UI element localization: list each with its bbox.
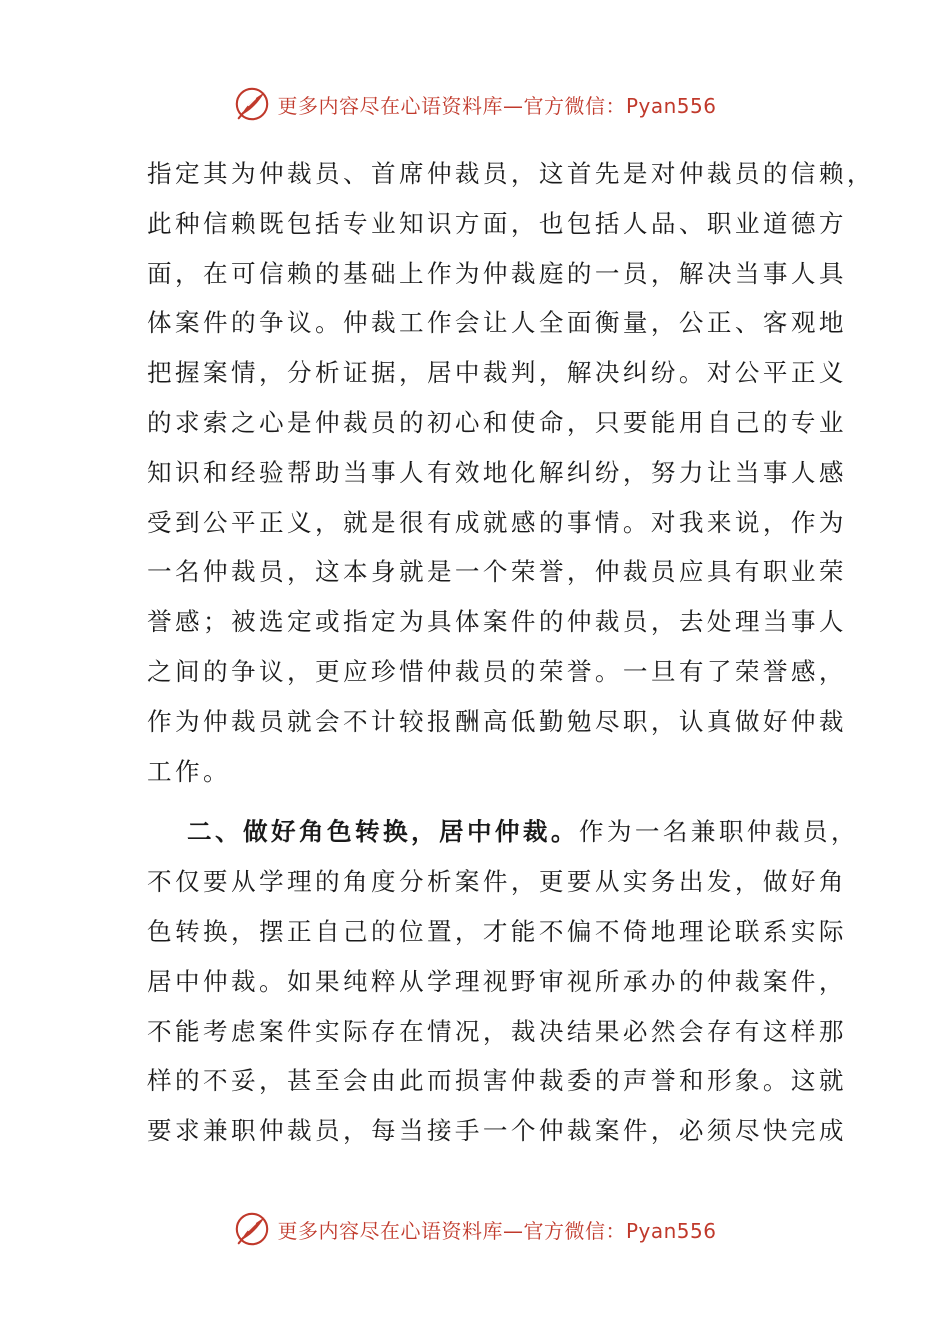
body-line: 一名仲裁员，这本身就是一个荣誉，仲裁员应具有职业荣 — [147, 557, 847, 587]
body-line: 体案件的争议。仲裁工作会让人全面衡量，公正、客观地 — [147, 308, 847, 338]
document-body — [147, 149, 875, 1156]
body-line: 不能考虑案件实际存在情况，裁决结果必然会存有这样那 — [147, 1016, 847, 1046]
body-line: 样的不妥，甚至会由此而损害仲裁委的声誉和形象。这就 — [147, 1066, 847, 1096]
pen-quill-logo-icon — [233, 1210, 271, 1248]
section-heading: 二、做好角色转换，居中仲裁。 — [187, 817, 579, 847]
footer-banner-text: 更多内容尽在心语资料库—官方微信：Pyan556 — [277, 1218, 717, 1243]
body-line: 指定其为仲裁员、首席仲裁员，这首先是对仲裁员的信赖， — [147, 159, 875, 188]
header-banner — [0, 82, 950, 126]
body-line: 此种信赖既包括专业知识方面，也包括人品、职业道德方 — [147, 208, 847, 238]
pen-quill-logo-icon — [233, 85, 271, 123]
body-line: 作为仲裁员就会不计较报酬高低勤勉尽职，认真做好仲裁 — [147, 706, 847, 736]
body-line: 把握案情，分析证据，居中裁判，解决纠纷。对公平正义 — [147, 358, 847, 388]
body-line: 誉感；被选定或指定为具体案件的仲裁员，去处理当事人 — [147, 607, 847, 637]
section-heading-line — [147, 807, 859, 857]
body-line: 居中仲裁。如果纯粹从学理视野审视所承办的仲裁案件， — [147, 966, 847, 996]
body-line: 受到公平正义，就是很有成就感的事情。对我来说，作为 — [147, 507, 847, 537]
footer-banner — [0, 1207, 950, 1251]
body-line: 面，在可信赖的基础上作为仲裁庭的一员，解决当事人具 — [147, 258, 847, 288]
body-line: 要求兼职仲裁员，每当接手一个仲裁案件，必须尽快完成 — [147, 1116, 847, 1146]
body-line: 之间的争议，更应珍惜仲裁员的荣誉。一旦有了荣誉感， — [147, 656, 847, 686]
header-banner-text: 更多内容尽在心语资料库—官方微信：Pyan556 — [277, 93, 717, 118]
body-line: 的求索之心是仲裁员的初心和使命，只要能用自己的专业 — [147, 407, 847, 437]
section-heading-rest: 作为一名兼职仲裁员， — [578, 817, 859, 847]
body-line: 色转换，摆正自己的位置，才能不偏不倚地理论联系实际 — [147, 916, 847, 946]
body-line: 不仅要从学理的角度分析案件，更要从实务出发，做好角 — [147, 867, 847, 897]
body-line: 工作。 — [147, 756, 231, 786]
body-line: 知识和经验帮助当事人有效地化解纠纷，努力让当事人感 — [147, 457, 847, 487]
